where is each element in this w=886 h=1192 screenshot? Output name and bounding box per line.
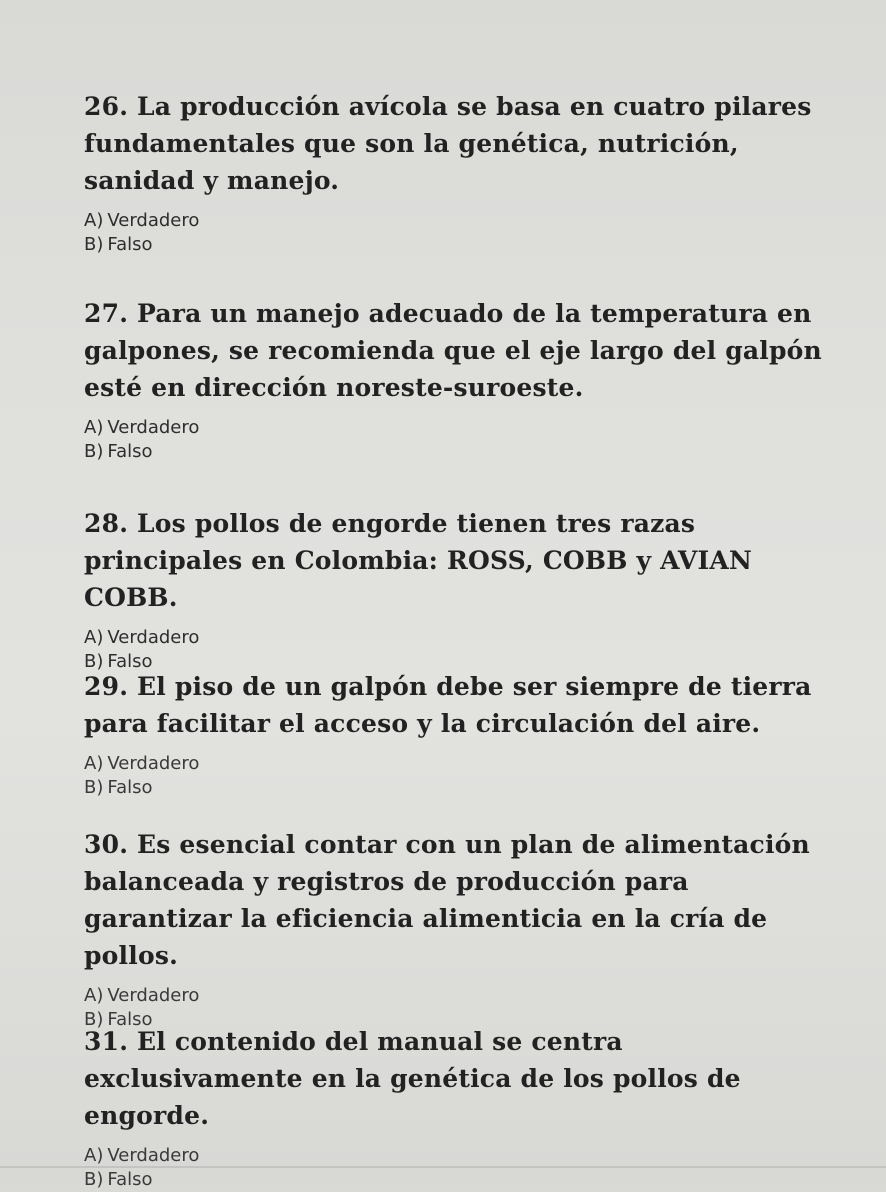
options-list (84, 416, 824, 464)
option-b[interactable] (84, 776, 824, 800)
options-list (84, 752, 824, 800)
option-label: Verdadero (107, 753, 200, 774)
option-a[interactable] (84, 1144, 824, 1168)
option-label: Falso (107, 441, 153, 462)
option-label: Verdadero (107, 627, 200, 648)
option-letter: A) (84, 985, 104, 1006)
options-list (84, 626, 824, 674)
option-b[interactable] (84, 440, 824, 464)
option-label: Verdadero (107, 985, 200, 1006)
option-letter: B) (84, 1009, 104, 1030)
options-list (84, 209, 824, 257)
option-label: Falso (107, 1009, 153, 1030)
option-letter: B) (84, 234, 104, 255)
option-label: Falso (107, 651, 153, 672)
question-text: 26. La producción avícola se basa en cuatro pilares fundamentales que son la genética, nutrición, sanidad y manejo. (84, 92, 812, 195)
option-a[interactable] (84, 626, 824, 650)
option-a[interactable] (84, 209, 824, 233)
options-list (84, 1144, 824, 1192)
question-text: 28. Los pollos de engorde tienen tres razas principales en Colombia: ROSS, COBB y AVIAN COBB. (84, 509, 753, 612)
question-text: 31. El contenido del manual se centra exclusivamente en la genética de los pollos de engorde. (84, 1027, 741, 1130)
option-letter: A) (84, 627, 104, 648)
option-letter: B) (84, 441, 104, 462)
option-letter: B) (84, 651, 104, 672)
option-a[interactable] (84, 416, 824, 440)
option-letter: B) (84, 777, 104, 798)
option-label: Verdadero (107, 417, 200, 438)
option-label: Falso (107, 234, 153, 255)
question-28 (84, 505, 824, 674)
option-b[interactable] (84, 233, 824, 257)
option-a[interactable] (84, 752, 824, 776)
question-26 (84, 88, 824, 257)
option-label: Verdadero (107, 210, 200, 231)
option-b[interactable] (84, 1168, 824, 1192)
question-27 (84, 295, 824, 464)
question-30 (84, 826, 824, 1032)
option-letter: A) (84, 753, 104, 774)
question-29 (84, 668, 824, 800)
question-text: 30. Es esencial contar con un plan de alimentación balanceada y registros de producción para garantizar la eficiencia alimenticia en la cría de pollos. (84, 830, 810, 970)
question-text: 27. Para un manejo adecuado de la temperatura en galpones, se recomienda que el eje largo del galpón esté en dirección noreste-suroeste. (84, 299, 822, 402)
divider (0, 1166, 886, 1168)
option-letter: A) (84, 210, 104, 231)
option-a[interactable] (84, 984, 824, 1008)
option-label: Verdadero (107, 1145, 200, 1166)
option-label: Falso (107, 777, 153, 798)
option-letter: A) (84, 417, 104, 438)
option-letter: B) (84, 1169, 104, 1190)
question-text: 29. El piso de un galpón debe ser siempre de tierra para facilitar el acceso y la circulación del aire. (84, 672, 812, 738)
option-letter: A) (84, 1145, 104, 1166)
option-label: Falso (107, 1169, 153, 1190)
